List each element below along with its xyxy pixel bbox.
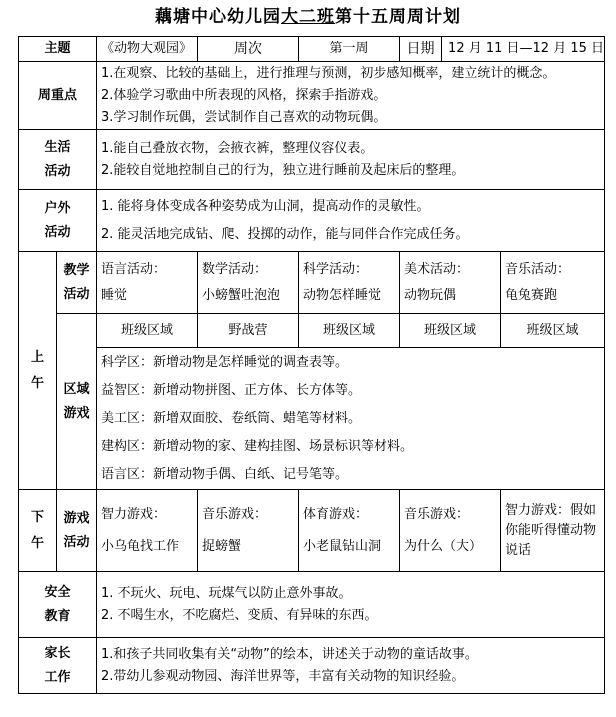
game-type: 音乐游戏： (404, 506, 470, 522)
weekly-focus-content (97, 62, 605, 130)
week-label: 周次 (198, 37, 299, 62)
date-label: 日期 (400, 37, 442, 61)
area-item: 建构区：新增动物的家、建构挂图、场景标识等材料。 (101, 438, 414, 454)
activity-type: 音乐活动： (505, 261, 571, 277)
activity-type: 数学活动： (202, 261, 268, 277)
activity-name: 动物怎样睡觉 (303, 287, 382, 303)
area-items-row (19, 348, 605, 490)
afternoon-label (19, 490, 57, 572)
game-name: 小老鼠钻山洞 (303, 538, 382, 554)
afternoon-label-2: 午 (30, 535, 44, 551)
life-activity-content (97, 130, 605, 190)
life-activity-item: 2.能较自觉地控制自己的行为，独立进行睡前及起床后的整理。 (101, 162, 465, 178)
weekly-focus-item: 3.学习制作玩偶，尝试制作自己喜欢的动物玩偶。 (101, 109, 387, 125)
school-name: 藕塘中心幼儿园 (155, 7, 281, 27)
game-activity (299, 490, 400, 572)
weekly-plan-table (18, 36, 605, 694)
day-area: 班级区域 (501, 314, 605, 348)
morning-label (19, 252, 57, 490)
activity-name: 动物玩偶 (404, 287, 457, 303)
weekly-focus-label: 周重点 (19, 62, 97, 130)
game-type: 音乐游戏： (202, 506, 268, 522)
teaching-activity (198, 252, 299, 314)
outdoor-label-2: 活动 (44, 224, 71, 240)
area-item: 语言区：新增动物手偶、白纸、记号笔等。 (101, 466, 349, 482)
outdoor-activity-row (19, 190, 605, 252)
game-activity: 智力游戏：假如你能听得懂动物说话 (501, 490, 605, 572)
area-label-1: 区域 (63, 381, 90, 397)
weekly-focus-item: 1.在观察、比较的基础上，进行推理与预测，初步感知概率，建立统计的概念。 (101, 65, 556, 81)
safety-item: 2. 不喝生水，不吃腐烂、变质、有异味的东西。 (101, 607, 378, 623)
afternoon-row (19, 490, 605, 572)
theme-value: 《动物大观园》 (97, 37, 198, 62)
outdoor-activity-label (19, 190, 97, 252)
morning-label-1: 上 (30, 349, 44, 365)
games-label (57, 490, 97, 572)
game-type: 智力游戏： (101, 506, 167, 522)
area-item: 科学区：新增动物是怎样睡觉的调查表等。 (101, 354, 349, 370)
teaching-label (57, 252, 97, 314)
afternoon-label-1: 下 (30, 509, 44, 525)
area-item: 益智区：新增动物拼图、正方体、长方体等。 (101, 382, 362, 398)
teaching-label-2: 活动 (63, 286, 90, 302)
teaching-activity (400, 252, 501, 314)
activity-type: 科学活动： (303, 261, 369, 277)
week-value: 第一周 (299, 37, 400, 62)
game-name: 小乌龟找工作 (101, 538, 180, 554)
date-value: 12 月 11 日—12 月 15 日 (448, 41, 605, 56)
activity-name: 龟兔赛跑 (505, 287, 558, 303)
activity-name: 睡觉 (101, 287, 128, 303)
life-activity-item: 1.能自己叠放衣物，会掖衣裤，整理仪容仪表。 (101, 140, 374, 156)
parents-content (97, 638, 605, 694)
safety-item: 1. 不玩火、玩电、玩煤气以防止意外事故。 (101, 585, 352, 601)
life-label-2: 活动 (44, 163, 71, 179)
area-label-2: 游戏 (63, 405, 90, 421)
parents-label-2: 工作 (44, 669, 71, 685)
safety-content (97, 572, 605, 638)
area-games-label (57, 314, 97, 490)
teaching-row (19, 252, 605, 314)
teaching-activity (501, 252, 605, 314)
games-label-2: 活动 (63, 534, 90, 550)
theme-label: 主题 (19, 37, 97, 62)
date-cell (400, 37, 605, 62)
safety-label-2: 教育 (44, 608, 71, 624)
header-row (19, 37, 605, 62)
game-activity (97, 490, 198, 572)
outdoor-label-1: 户外 (44, 200, 71, 216)
parents-item: 2.带幼儿参观动物园、海洋世界等，丰富有关动物的知识经验。 (101, 668, 465, 684)
weekly-focus-row (19, 62, 605, 130)
parents-label-1: 家长 (44, 645, 71, 661)
game-name: 捉螃蟹 (202, 538, 242, 554)
life-activity-row (19, 130, 605, 190)
area-day-row (19, 314, 605, 348)
teaching-activity (97, 252, 198, 314)
day-area: 野战营 (198, 314, 299, 348)
day-area: 班级区域 (299, 314, 400, 348)
outdoor-activity-content (97, 190, 605, 252)
game-activity (400, 490, 501, 572)
safety-label-1: 安全 (44, 584, 71, 600)
game-activity (198, 490, 299, 572)
parents-item: 1.和孩子共同收集有关“动物”的绘本，讲述关于动物的童话故事。 (101, 646, 478, 662)
class-name: 大二班 (281, 7, 335, 27)
teaching-activity (299, 252, 400, 314)
life-label-1: 生活 (44, 139, 71, 155)
day-area: 班级区域 (400, 314, 501, 348)
outdoor-activity-item: 1. 能将身体变成各种姿势成为山洞，提高动作的灵敏性。 (101, 198, 430, 214)
activity-name: 小螃蟹吐泡泡 (202, 287, 281, 303)
game-name: 为什么（大） (404, 538, 483, 554)
safety-row (19, 572, 605, 638)
title-suffix: 第十五周周计划 (335, 7, 461, 27)
safety-label (19, 572, 97, 638)
morning-label-2: 午 (30, 375, 44, 391)
activity-type: 美术活动： (404, 261, 470, 277)
area-items-content (97, 348, 605, 490)
parents-label (19, 638, 97, 694)
activity-type: 语言活动： (101, 261, 167, 277)
teaching-label-1: 教学 (63, 262, 90, 278)
day-area: 班级区域 (97, 314, 198, 348)
parents-row (19, 638, 605, 694)
outdoor-activity-item: 2. 能灵活地完成钻、爬、投掷的动作，能与同伴合作完成任务。 (101, 226, 469, 242)
game-type: 体育游戏： (303, 506, 369, 522)
weekly-focus-item: 2.体验学习歌曲中所表现的风格，探索手指游戏。 (101, 87, 387, 103)
area-item: 美工区：新增双面胶、卷纸筒、蜡笔等材料。 (101, 410, 362, 426)
page-title (0, 2, 616, 32)
life-activity-label (19, 130, 97, 190)
games-label-1: 游戏 (63, 510, 90, 526)
